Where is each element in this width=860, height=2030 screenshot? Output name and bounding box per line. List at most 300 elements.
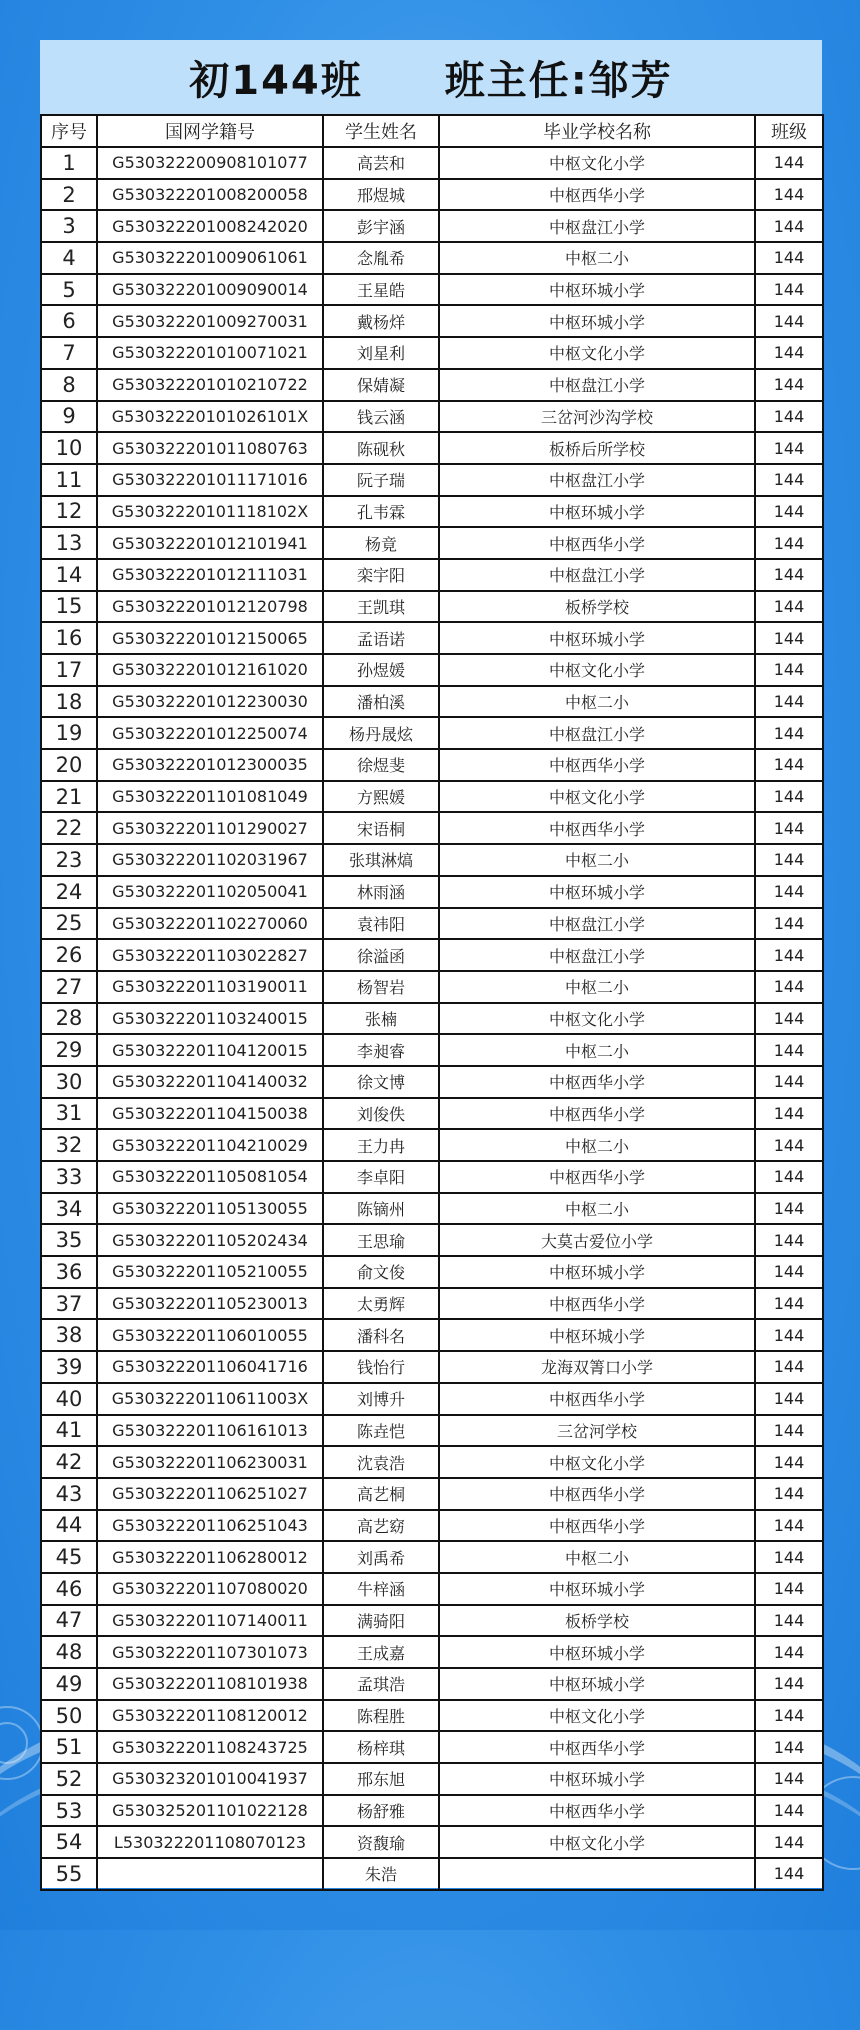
cell-school: 板桥学校 (439, 591, 755, 623)
table-row (41, 1826, 823, 1858)
cell-school: 中枢西华小学 (439, 179, 755, 211)
cell-student-name: 徐溢函 (323, 939, 439, 971)
cell-index: 36 (41, 1256, 97, 1288)
cell-school: 中枢环城小学 (439, 1636, 755, 1668)
cell-index: 50 (41, 1700, 97, 1732)
cell-student-id: G530322201101290027 (97, 812, 323, 844)
cell-index: 10 (41, 432, 97, 464)
cell-student-name: 潘科名 (323, 1319, 439, 1351)
table-row (41, 1003, 823, 1035)
cell-school: 中枢二小 (439, 1193, 755, 1225)
cell-index: 55 (41, 1858, 97, 1890)
table-row (41, 1573, 823, 1605)
cell-student-id: G530323201010041937 (97, 1763, 323, 1795)
cell-student-name: 李卓阳 (323, 1161, 439, 1193)
cell-index: 29 (41, 1034, 97, 1066)
cell-student-name: 王思瑜 (323, 1224, 439, 1256)
table-row (41, 1605, 823, 1637)
cell-student-name: 孔韦霖 (323, 496, 439, 528)
cell-class: 144 (755, 1129, 823, 1161)
table-row (41, 1668, 823, 1700)
cell-school: 中枢二小 (439, 686, 755, 718)
cell-student-id: G530322201012230030 (97, 686, 323, 718)
cell-student-id: G530322201008200058 (97, 179, 323, 211)
cell-student-id: G530322201011080763 (97, 432, 323, 464)
cell-student-id: G530322201009270031 (97, 305, 323, 337)
cell-student-name: 刘星利 (323, 337, 439, 369)
cell-school: 中枢盘江小学 (439, 717, 755, 749)
cell-school: 中枢盘江小学 (439, 369, 755, 401)
table-row (41, 1288, 823, 1320)
cell-student-id: G530322201103240015 (97, 1003, 323, 1035)
cell-class: 144 (755, 1383, 823, 1415)
cell-student-id: G530322201010071021 (97, 337, 323, 369)
cell-class: 144 (755, 1288, 823, 1320)
cell-index: 49 (41, 1668, 97, 1700)
cell-student-name: 王成嘉 (323, 1636, 439, 1668)
roster-table (40, 114, 824, 1891)
cell-class: 144 (755, 1858, 823, 1890)
cell-school: 中枢文化小学 (439, 1700, 755, 1732)
cell-school: 中枢文化小学 (439, 1446, 755, 1478)
page-title (40, 40, 822, 114)
cell-class: 144 (755, 654, 823, 686)
cell-school: 中枢文化小学 (439, 1003, 755, 1035)
table-row (41, 1319, 823, 1351)
cell-school: 中枢环城小学 (439, 1573, 755, 1605)
table-row (41, 1351, 823, 1383)
table-row (41, 1478, 823, 1510)
cell-index: 16 (41, 622, 97, 654)
cell-student-id: G530322201101081049 (97, 781, 323, 813)
cell-school: 中枢二小 (439, 844, 755, 876)
cell-student-id: G530325201101022128 (97, 1795, 323, 1827)
column-header-name: 学生姓名 (323, 115, 439, 147)
cell-student-name: 高艺桐 (323, 1478, 439, 1510)
cell-school: 中枢二小 (439, 971, 755, 1003)
teacher-label: 班主任:邹芳 (444, 57, 673, 104)
cell-index: 38 (41, 1319, 97, 1351)
cell-student-id: G530322201106251043 (97, 1510, 323, 1542)
cell-student-name: 宋语桐 (323, 812, 439, 844)
cell-school: 中枢环城小学 (439, 1763, 755, 1795)
table-row (41, 1129, 823, 1161)
cell-student-name: 念胤希 (323, 242, 439, 274)
table-row (41, 971, 823, 1003)
cell-class: 144 (755, 686, 823, 718)
cell-school (439, 1858, 755, 1890)
column-header-student-id: 国网学籍号 (97, 115, 323, 147)
cell-student-name: 陈程胜 (323, 1700, 439, 1732)
cell-school: 中枢二小 (439, 1034, 755, 1066)
cell-school: 三岔河学校 (439, 1415, 755, 1447)
cell-student-name: 林雨涵 (323, 876, 439, 908)
cell-class: 144 (755, 1541, 823, 1573)
cell-student-id: G530322201107301073 (97, 1636, 323, 1668)
cell-school: 中枢二小 (439, 1541, 755, 1573)
cell-student-name: 栾宇阳 (323, 559, 439, 591)
table-row (41, 1858, 823, 1890)
cell-index: 24 (41, 876, 97, 908)
cell-student-name: 邢煜城 (323, 179, 439, 211)
table-row (41, 1066, 823, 1098)
table-row (41, 717, 823, 749)
cell-student-id: G530322200908101077 (97, 147, 323, 179)
cell-school: 中枢环城小学 (439, 305, 755, 337)
table-row (41, 622, 823, 654)
cell-student-name: 王凯琪 (323, 591, 439, 623)
cell-student-id: L530322201108070123 (97, 1826, 323, 1858)
cell-student-id: G530322201106041716 (97, 1351, 323, 1383)
cell-student-name: 满骑阳 (323, 1605, 439, 1637)
cell-class: 144 (755, 1034, 823, 1066)
table-row (41, 908, 823, 940)
cell-index: 17 (41, 654, 97, 686)
table-row (41, 1224, 823, 1256)
cell-index: 7 (41, 337, 97, 369)
table-row (41, 1256, 823, 1288)
cell-school: 中枢环城小学 (439, 274, 755, 306)
cell-index: 32 (41, 1129, 97, 1161)
cell-school: 中枢西华小学 (439, 1288, 755, 1320)
cell-index: 40 (41, 1383, 97, 1415)
cell-school: 龙海双箐口小学 (439, 1351, 755, 1383)
table-row (41, 274, 823, 306)
cell-class: 144 (755, 908, 823, 940)
cell-student-name: 陈砚秋 (323, 432, 439, 464)
table-row (41, 1636, 823, 1668)
table-row (41, 210, 823, 242)
cell-student-id: G530322201104210029 (97, 1129, 323, 1161)
cell-index: 28 (41, 1003, 97, 1035)
cell-student-id: G530322201009061061 (97, 242, 323, 274)
cell-school: 中枢西华小学 (439, 1510, 755, 1542)
cell-student-id: G530322201012250074 (97, 717, 323, 749)
table-row (41, 749, 823, 781)
cell-student-id: G530322201105130055 (97, 1193, 323, 1225)
cell-school: 中枢文化小学 (439, 337, 755, 369)
cell-student-id: G530322201108101938 (97, 1668, 323, 1700)
cell-class: 144 (755, 1478, 823, 1510)
cell-student-id: G530322201106010055 (97, 1319, 323, 1351)
cell-index: 3 (41, 210, 97, 242)
cell-student-name: 钱云涵 (323, 401, 439, 433)
cell-student-name: 王星皓 (323, 274, 439, 306)
cell-index: 4 (41, 242, 97, 274)
cell-index: 37 (41, 1288, 97, 1320)
cell-student-name: 徐文博 (323, 1066, 439, 1098)
cell-student-name: 孙煜媛 (323, 654, 439, 686)
cell-school: 中枢二小 (439, 242, 755, 274)
column-header-school: 毕业学校名称 (439, 115, 755, 147)
cell-student-id: G530322201102031967 (97, 844, 323, 876)
cell-student-name: 刘俊佚 (323, 1098, 439, 1130)
cell-student-name: 王力冉 (323, 1129, 439, 1161)
cell-student-name: 保婧凝 (323, 369, 439, 401)
cell-school: 中枢环城小学 (439, 1319, 755, 1351)
cell-student-name: 徐煜斐 (323, 749, 439, 781)
table-row (41, 496, 823, 528)
cell-school: 中枢环城小学 (439, 1668, 755, 1700)
cell-index: 42 (41, 1446, 97, 1478)
cell-school: 中枢西华小学 (439, 1383, 755, 1415)
cell-class: 144 (755, 812, 823, 844)
cell-index: 6 (41, 305, 97, 337)
cell-student-id: G530322201106161013 (97, 1415, 323, 1447)
cell-student-id: G530322201012101941 (97, 527, 323, 559)
table-row (41, 844, 823, 876)
cell-student-name: 高芸和 (323, 147, 439, 179)
cell-class: 144 (755, 1636, 823, 1668)
cell-index: 41 (41, 1415, 97, 1447)
cell-index: 45 (41, 1541, 97, 1573)
cell-class: 144 (755, 1003, 823, 1035)
table-row (41, 1541, 823, 1573)
cell-school: 中枢文化小学 (439, 147, 755, 179)
cell-class: 144 (755, 971, 823, 1003)
cell-school: 中枢环城小学 (439, 622, 755, 654)
cell-index: 9 (41, 401, 97, 433)
cell-student-id: G530322201010210722 (97, 369, 323, 401)
cell-school: 中枢文化小学 (439, 781, 755, 813)
cell-student-id: G530322201012111031 (97, 559, 323, 591)
cell-school: 中枢盘江小学 (439, 908, 755, 940)
cell-student-id: G530322201103022827 (97, 939, 323, 971)
cell-student-id: G530322201008242020 (97, 210, 323, 242)
cell-student-id: G530322201105230013 (97, 1288, 323, 1320)
table-row (41, 1098, 823, 1130)
cell-student-name: 方熙媛 (323, 781, 439, 813)
cell-student-name: 陈垚恺 (323, 1415, 439, 1447)
cell-index: 43 (41, 1478, 97, 1510)
table-row (41, 591, 823, 623)
cell-student-name: 杨梓琪 (323, 1731, 439, 1763)
cell-student-id: G530322201012161020 (97, 654, 323, 686)
cell-index: 22 (41, 812, 97, 844)
cell-class: 144 (755, 527, 823, 559)
cell-student-id: G530322201104140032 (97, 1066, 323, 1098)
cell-index: 35 (41, 1224, 97, 1256)
cell-index: 39 (41, 1351, 97, 1383)
table-row (41, 464, 823, 496)
cell-student-name: 杨丹晟炫 (323, 717, 439, 749)
cell-school: 中枢西华小学 (439, 1478, 755, 1510)
cell-index: 12 (41, 496, 97, 528)
cell-student-name: 刘博升 (323, 1383, 439, 1415)
cell-index: 19 (41, 717, 97, 749)
cell-student-name: 李昶睿 (323, 1034, 439, 1066)
cell-school: 中枢环城小学 (439, 1256, 755, 1288)
column-header-class: 班级 (755, 115, 823, 147)
cell-student-id: G530322201102270060 (97, 908, 323, 940)
cell-class: 144 (755, 559, 823, 591)
cell-index: 27 (41, 971, 97, 1003)
table-row (41, 654, 823, 686)
table-row (41, 369, 823, 401)
cell-school: 大莫古爱位小学 (439, 1224, 755, 1256)
cell-student-name: 俞文俊 (323, 1256, 439, 1288)
cell-class: 144 (755, 1066, 823, 1098)
cell-class: 144 (755, 876, 823, 908)
cell-student-id: G530322201011171016 (97, 464, 323, 496)
cell-school: 中枢盘江小学 (439, 939, 755, 971)
cell-school: 中枢环城小学 (439, 496, 755, 528)
cell-index: 1 (41, 147, 97, 179)
cell-student-id: G530322201104150038 (97, 1098, 323, 1130)
cell-class: 144 (755, 1731, 823, 1763)
cell-class: 144 (755, 179, 823, 211)
cell-student-name: 高艺窈 (323, 1510, 439, 1542)
cell-school: 中枢盘江小学 (439, 464, 755, 496)
cell-index: 46 (41, 1573, 97, 1605)
table-row (41, 686, 823, 718)
cell-school: 中枢西华小学 (439, 1098, 755, 1130)
cell-class: 144 (755, 496, 823, 528)
cell-index: 47 (41, 1605, 97, 1637)
cell-index: 5 (41, 274, 97, 306)
cell-student-name: 杨竟 (323, 527, 439, 559)
cell-class: 144 (755, 1763, 823, 1795)
cell-student-id (97, 1858, 323, 1890)
table-row (41, 1446, 823, 1478)
cell-class: 144 (755, 1446, 823, 1478)
cell-class: 144 (755, 1193, 823, 1225)
cell-class: 144 (755, 717, 823, 749)
cell-student-id: G53032220110611003X (97, 1383, 323, 1415)
cell-index: 15 (41, 591, 97, 623)
cell-index: 21 (41, 781, 97, 813)
cell-student-id: G530322201105202434 (97, 1224, 323, 1256)
table-row (41, 812, 823, 844)
table-row (41, 559, 823, 591)
cell-student-name: 沈袁浩 (323, 1446, 439, 1478)
table-row (41, 1161, 823, 1193)
cell-student-id: G53032220101026101X (97, 401, 323, 433)
cell-class: 144 (755, 464, 823, 496)
cell-class: 144 (755, 401, 823, 433)
column-header-idx: 序号 (41, 115, 97, 147)
cell-class: 144 (755, 369, 823, 401)
table-row (41, 179, 823, 211)
cell-student-id: G530322201009090014 (97, 274, 323, 306)
cell-class: 144 (755, 749, 823, 781)
cell-class: 144 (755, 147, 823, 179)
cell-index: 13 (41, 527, 97, 559)
cell-index: 31 (41, 1098, 97, 1130)
cell-class: 144 (755, 1668, 823, 1700)
table-row (41, 527, 823, 559)
cell-student-name: 张楠 (323, 1003, 439, 1035)
cell-student-id: G530322201106230031 (97, 1446, 323, 1478)
cell-student-name: 阮子瑞 (323, 464, 439, 496)
cell-school: 板桥后所学校 (439, 432, 755, 464)
cell-student-id: G530322201107140011 (97, 1605, 323, 1637)
cell-class: 144 (755, 1510, 823, 1542)
table-row (41, 432, 823, 464)
cell-school: 中枢盘江小学 (439, 210, 755, 242)
table-row (41, 1510, 823, 1542)
table-row (41, 1795, 823, 1827)
cell-school: 中枢西华小学 (439, 1731, 755, 1763)
cell-school: 中枢西华小学 (439, 1795, 755, 1827)
cell-student-id: G530322201106280012 (97, 1541, 323, 1573)
cell-class: 144 (755, 1319, 823, 1351)
cell-student-name: 杨智岩 (323, 971, 439, 1003)
cell-school: 中枢西华小学 (439, 1066, 755, 1098)
cell-student-name: 孟琪浩 (323, 1668, 439, 1700)
table-row (41, 337, 823, 369)
table-row (41, 939, 823, 971)
cell-student-name: 刘禹希 (323, 1541, 439, 1573)
cell-class: 144 (755, 1795, 823, 1827)
cell-class: 144 (755, 1415, 823, 1447)
class-roster-panel (40, 40, 822, 1888)
cell-student-id: G530322201103190011 (97, 971, 323, 1003)
cell-student-name: 资馥瑜 (323, 1826, 439, 1858)
table-row (41, 876, 823, 908)
cell-class: 144 (755, 1700, 823, 1732)
cell-index: 26 (41, 939, 97, 971)
cell-school: 中枢二小 (439, 1129, 755, 1161)
table-row (41, 1193, 823, 1225)
cell-student-name: 太勇辉 (323, 1288, 439, 1320)
cell-index: 20 (41, 749, 97, 781)
cell-student-name: 钱怡行 (323, 1351, 439, 1383)
table-row (41, 305, 823, 337)
cell-class: 144 (755, 337, 823, 369)
cell-class: 144 (755, 1351, 823, 1383)
cell-student-name: 孟语诺 (323, 622, 439, 654)
cell-school: 中枢西华小学 (439, 812, 755, 844)
cell-index: 23 (41, 844, 97, 876)
cell-class: 144 (755, 305, 823, 337)
table-header-row (41, 115, 823, 147)
cell-student-name: 潘柏溪 (323, 686, 439, 718)
cell-student-id: G530322201012120798 (97, 591, 323, 623)
table-row (41, 1034, 823, 1066)
cell-student-id: G53032220101118102X (97, 496, 323, 528)
cell-class: 144 (755, 1826, 823, 1858)
cell-index: 53 (41, 1795, 97, 1827)
cell-school: 中枢西华小学 (439, 749, 755, 781)
cell-class: 144 (755, 844, 823, 876)
cell-student-id: G530322201107080020 (97, 1573, 323, 1605)
class-title: 初144班 (189, 57, 363, 104)
cell-student-name: 杨舒雅 (323, 1795, 439, 1827)
cell-student-name: 陈镝州 (323, 1193, 439, 1225)
cell-index: 48 (41, 1636, 97, 1668)
cell-index: 34 (41, 1193, 97, 1225)
cell-school: 中枢文化小学 (439, 1826, 755, 1858)
table-row (41, 1763, 823, 1795)
cell-student-id: G530322201012150065 (97, 622, 323, 654)
cell-student-name: 戴杨烊 (323, 305, 439, 337)
cell-index: 2 (41, 179, 97, 211)
cell-class: 144 (755, 210, 823, 242)
cell-student-name: 邢东旭 (323, 1763, 439, 1795)
table-row (41, 401, 823, 433)
cell-student-name: 朱浩 (323, 1858, 439, 1890)
cell-student-id: G530322201106251027 (97, 1478, 323, 1510)
cell-class: 144 (755, 622, 823, 654)
cell-student-id: G530322201105210055 (97, 1256, 323, 1288)
cell-index: 8 (41, 369, 97, 401)
cell-school: 中枢环城小学 (439, 876, 755, 908)
cell-index: 52 (41, 1763, 97, 1795)
cell-student-name: 彭宇涵 (323, 210, 439, 242)
table-row (41, 1731, 823, 1763)
cell-student-id: G530322201108120012 (97, 1700, 323, 1732)
